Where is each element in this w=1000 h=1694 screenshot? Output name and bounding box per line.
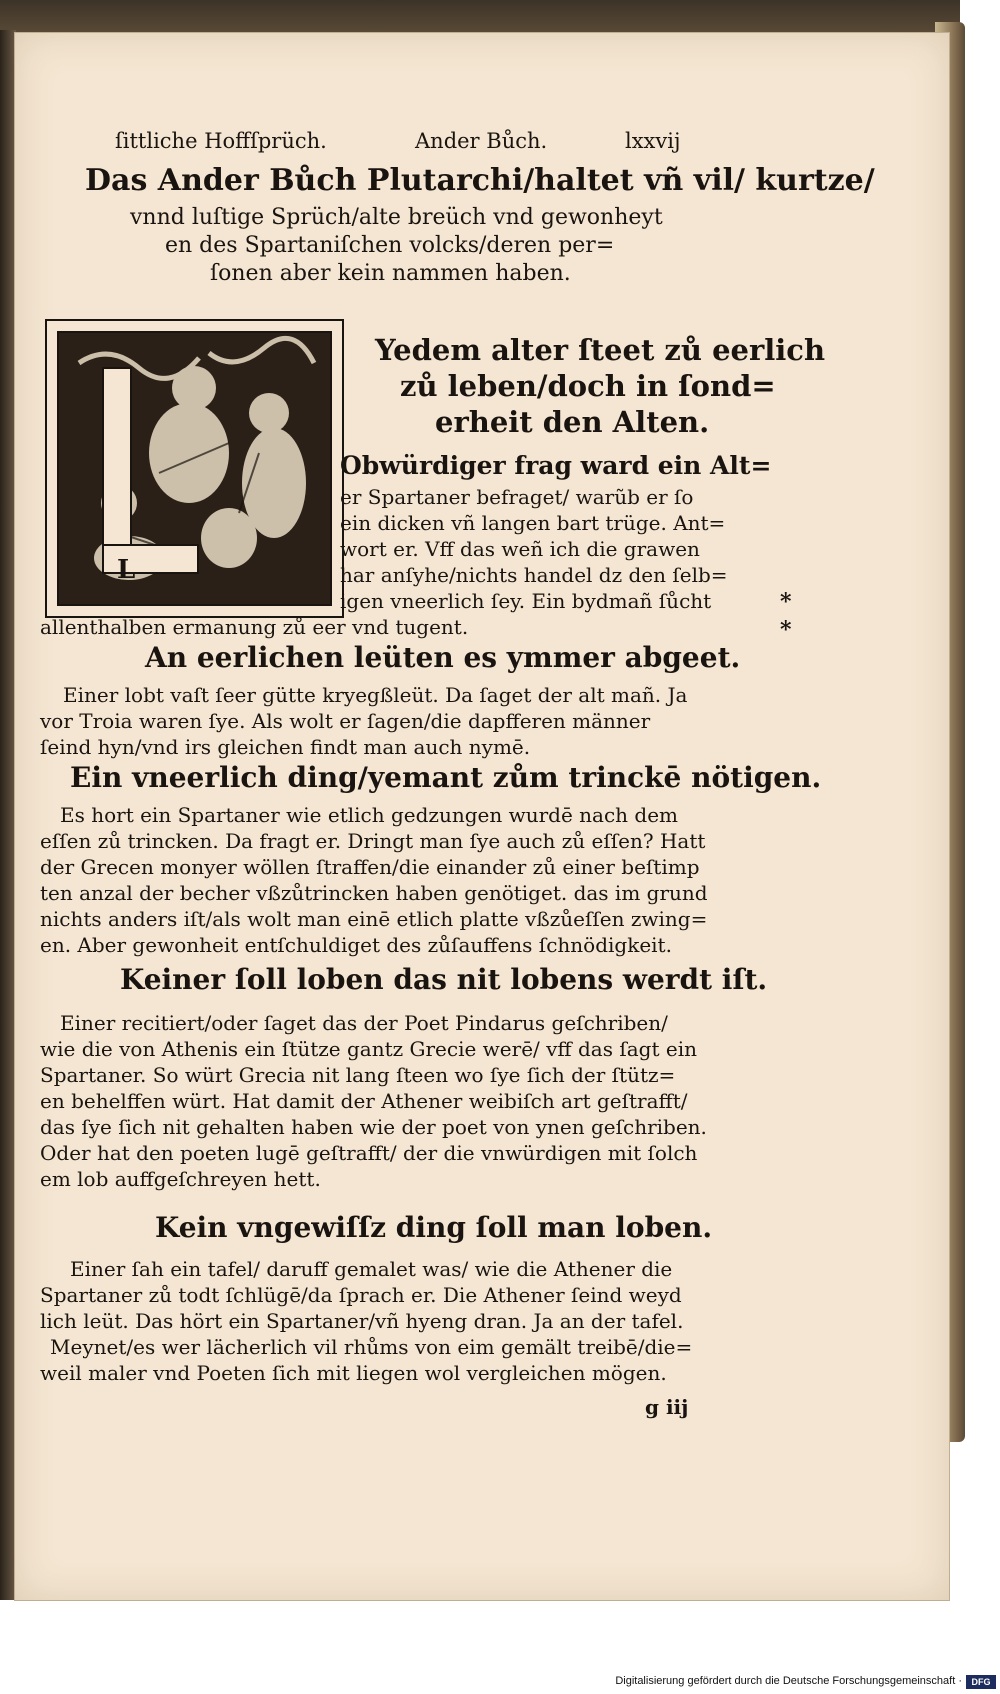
title-line-2: vnnd luſtige Sprüch/alte breüch vnd gewonheyt — [130, 205, 663, 230]
woodcut-initial-l — [45, 319, 344, 618]
title-line-1: Das Ander Bůch Plutarchi/haltet vñ vil/ kurtze/ — [85, 163, 875, 198]
section-3-text-line-3: der Grecen monyer wöllen ſtraffen/die einander zů einer beſtimp — [40, 855, 700, 879]
section-4-text-line-4: en behelffen würt. Hat damit der Athener weibiſch art geſtrafft/ — [40, 1089, 688, 1113]
section-2-text-line-1: Einer lobt vaſt ſeer gütte kryegßleüt. Da ſaget der alt mañ. Ja — [63, 683, 688, 707]
section-1-heading-line-1: Yedem alter ſteet zů eerlich — [375, 333, 826, 367]
section-4-text-line-1: Einer recitiert/oder ſaget das der Poet Pindarus geſchriben/ — [60, 1011, 668, 1035]
section-4-text-line-2: wie die von Athenis ein ſtütze gantz Grecie werē/ vff das ſagt ein — [40, 1037, 697, 1061]
section-4-heading: Keiner ſoll loben das nit lobens werdt iſt. — [120, 963, 768, 996]
section-5-text-line-4: Meynet/es wer lächerlich vil rhůms von eim gemält treibē/die= — [50, 1335, 693, 1359]
section-1-text-line-1: Obwürdiger frag ward ein Alt= — [340, 451, 772, 480]
running-head-left: ſittliche Hoffſprüch. — [115, 129, 327, 153]
section-1-text-line-7: allenthalben ermanung zů eer vnd tugent. — [40, 615, 469, 639]
margin-asterisks — [780, 588, 800, 644]
section-4-text-line-7: em lob auffgeſchreyen hett. — [40, 1167, 321, 1191]
section-3-text-line-2: eſſen zů trincken. Da fragt er. Dringt man ſye auch zů eſſen? Hatt — [40, 829, 706, 853]
title-line-4: ſonen aber kein nammen haben. — [210, 261, 571, 286]
woodcut-illustration — [59, 333, 330, 604]
margin-asterisk: * — [780, 589, 792, 615]
signature-mark: g iij — [645, 1395, 689, 1419]
section-1-text-line-2: er Spartaner befraget/ warũb er ſo — [340, 485, 694, 509]
section-1-text-line-5: har anſyhe/nichts handel dz den ſelb= — [340, 563, 728, 587]
section-3-text-line-6: en. Aber gewonheit entſchuldiget des zůſauffens ſchnödigkeit. — [40, 933, 672, 957]
section-2-text-line-3: ſeind hyn/vnd irs gleichen findt man auch nymē. — [40, 735, 531, 759]
section-1-text-line-6: igen vneerlich ſey. Ein bydmañ ſůcht — [340, 589, 712, 613]
initial-letter: L — [117, 555, 136, 585]
section-4-text-line-5: das ſye ſich nit gehalten haben wie der poet von ynen geſchriben. — [40, 1115, 707, 1139]
dfg-logo-icon: DFG — [966, 1675, 996, 1689]
section-1-text-line-3: ein dicken vñ langen bart trüge. Ant= — [340, 511, 726, 535]
section-3-heading: Ein vneerlich ding/yemant zům trinckē nötigen. — [70, 761, 822, 794]
footer-credit: Digitalisierung gefördert durch die Deutsche Forschungsgemeinschaft · — [615, 1675, 962, 1687]
book-top-edge — [0, 0, 960, 34]
section-3-text-line-1: Es hort ein Spartaner wie etlich gedzungen wurdē nach dem — [60, 803, 678, 827]
section-1-heading-line-2: zů leben/doch in ſond= — [400, 369, 776, 403]
section-1-heading-line-3: erheit den Alten. — [435, 405, 710, 439]
section-4-text-line-3: Spartaner. So würt Grecia nit lang ſteen wo ſye ſich der ſtütz= — [40, 1063, 676, 1087]
section-3-text-line-4: ten anzal der becher vßzůtrincken haben genötiget. das im grund — [40, 881, 708, 905]
section-3-text-line-5: nichts anders iſt/als wolt man einē etlich platte vßzůeſſen zwing= — [40, 907, 708, 931]
running-head-folio: lxxvij — [625, 129, 681, 153]
section-5-text-line-1: Einer ſah ein tafel/ daruff gemalet was/ wie die Athener die — [70, 1257, 673, 1281]
book-page — [14, 32, 950, 1601]
margin-asterisk: * — [780, 617, 792, 643]
digitization-footer — [0, 1672, 1000, 1694]
running-head-center: Ander Bůch. — [415, 129, 548, 153]
section-2-text-line-2: vor Troia waren ſye. Als wolt er ſagen/die dapfferen männer — [40, 709, 651, 733]
section-5-heading: Kein vngewiſſz ding ſoll man loben. — [155, 1211, 713, 1244]
section-4-text-line-6: Oder hat den poeten lugē geſtrafft/ der die vnwürdigen mit ſolch — [40, 1141, 698, 1165]
title-line-3: en des Spartaniſchen volcks/deren per= — [165, 233, 615, 258]
section-5-text-line-3: lich leüt. Das hört ein Spartaner/vñ hyeng dran. Ja an der tafel. — [40, 1309, 684, 1333]
section-5-text-line-5: weil maler vnd Poeten ſich mit liegen wol vergleichen mögen. — [40, 1361, 667, 1385]
section-5-text-line-2: Spartaner zů todt ſchlügē/da ſprach er. Die Athener ſeind weyd — [40, 1283, 682, 1307]
section-1-text-line-4: wort er. Vff das weñ ich die grawen — [340, 537, 700, 561]
section-2-heading: An eerlichen leüten es ymmer abgeet. — [145, 641, 741, 674]
